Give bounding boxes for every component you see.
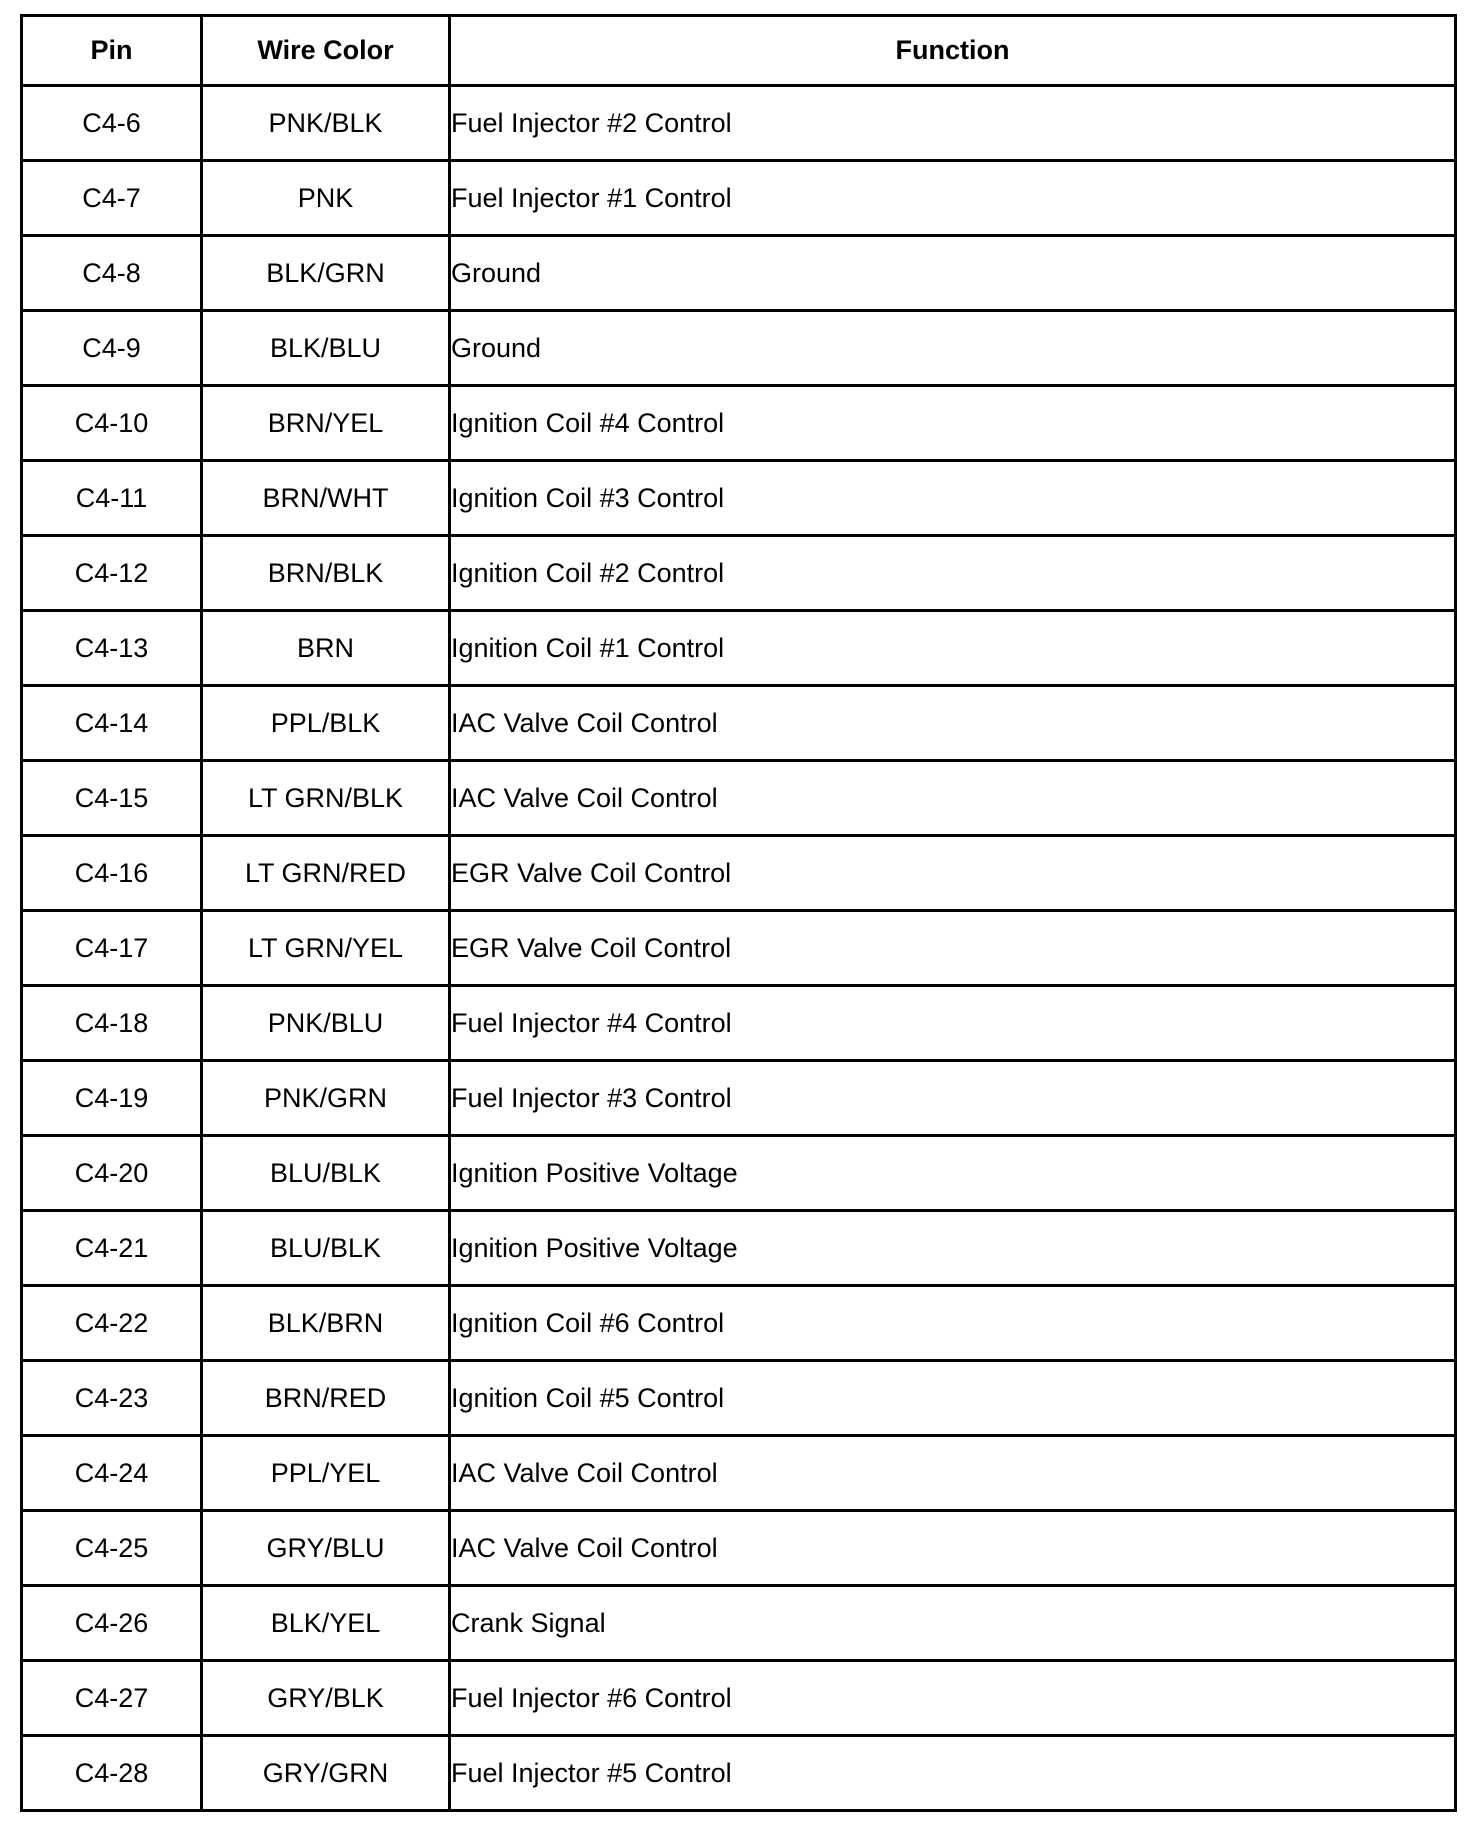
table-row [22,1586,1456,1661]
table-row [22,461,1456,536]
function-cell: Crank Signal [450,1586,1456,1661]
pin-cell: C4-12 [22,536,202,611]
table-header [22,16,1456,86]
table-row [22,1211,1456,1286]
function-cell: Ignition Coil #1 Control [450,611,1456,686]
table-row [22,536,1456,611]
wire-color-cell: BLK/BRN [202,1286,450,1361]
wire-color-cell: GRY/BLK [202,1661,450,1736]
function-cell: EGR Valve Coil Control [450,836,1456,911]
table-row [22,1436,1456,1511]
pin-cell: C4-17 [22,911,202,986]
pin-cell: C4-25 [22,1511,202,1586]
wire-color-cell: BRN/YEL [202,386,450,461]
pin-cell: C4-18 [22,986,202,1061]
function-cell: Ground [450,236,1456,311]
wire-color-cell: BRN [202,611,450,686]
wire-color-cell: LT GRN/YEL [202,911,450,986]
pin-cell: C4-24 [22,1436,202,1511]
wire-color-cell: PPL/YEL [202,1436,450,1511]
wire-color-cell: BRN/BLK [202,536,450,611]
function-cell: Fuel Injector #5 Control [450,1736,1456,1811]
pin-cell: C4-20 [22,1136,202,1211]
table-row [22,161,1456,236]
table-row [22,386,1456,461]
table-row [22,86,1456,161]
pin-cell: C4-14 [22,686,202,761]
wire-color-cell: PNK [202,161,450,236]
pin-cell: C4-11 [22,461,202,536]
table-row [22,761,1456,836]
function-cell: IAC Valve Coil Control [450,686,1456,761]
function-cell: Ignition Coil #2 Control [450,536,1456,611]
function-cell: Ignition Coil #5 Control [450,1361,1456,1436]
function-cell: Fuel Injector #1 Control [450,161,1456,236]
pin-cell: C4-27 [22,1661,202,1736]
table-row [22,1061,1456,1136]
function-cell: Fuel Injector #2 Control [450,86,1456,161]
header-pin: Pin [22,16,202,86]
function-cell: Ignition Coil #6 Control [450,1286,1456,1361]
function-cell: Ignition Coil #4 Control [450,386,1456,461]
header-function: Function [450,16,1456,86]
function-cell: IAC Valve Coil Control [450,1511,1456,1586]
pin-cell: C4-6 [22,86,202,161]
wire-color-cell: BLU/BLK [202,1136,450,1211]
pin-cell: C4-28 [22,1736,202,1811]
wire-color-cell: BLK/YEL [202,1586,450,1661]
wire-color-cell: PNK/BLK [202,86,450,161]
pin-cell: C4-13 [22,611,202,686]
function-cell: IAC Valve Coil Control [450,761,1456,836]
function-cell: Ground [450,311,1456,386]
header-wire-color: Wire Color [202,16,450,86]
wire-color-cell: GRY/GRN [202,1736,450,1811]
table-row [22,911,1456,986]
header-row [22,16,1456,86]
wire-color-cell: LT GRN/RED [202,836,450,911]
table-row [22,611,1456,686]
wire-color-cell: PNK/GRN [202,1061,450,1136]
pin-cell: C4-8 [22,236,202,311]
wire-color-cell: BLK/GRN [202,236,450,311]
pin-cell: C4-15 [22,761,202,836]
wire-color-cell: BRN/RED [202,1361,450,1436]
wire-color-cell: GRY/BLU [202,1511,450,1586]
wire-color-cell: PNK/BLU [202,986,450,1061]
pin-cell: C4-19 [22,1061,202,1136]
pin-cell: C4-23 [22,1361,202,1436]
table-row [22,686,1456,761]
pin-cell: C4-9 [22,311,202,386]
function-cell: Fuel Injector #6 Control [450,1661,1456,1736]
table-row [22,1361,1456,1436]
table-row [22,1736,1456,1811]
function-cell: Ignition Coil #3 Control [450,461,1456,536]
table-row [22,1661,1456,1736]
function-cell: IAC Valve Coil Control [450,1436,1456,1511]
table-row [22,1136,1456,1211]
table-row [22,986,1456,1061]
function-cell: Fuel Injector #4 Control [450,986,1456,1061]
table-row [22,1511,1456,1586]
pin-cell: C4-22 [22,1286,202,1361]
function-cell: Fuel Injector #3 Control [450,1061,1456,1136]
pin-table [20,14,1457,1812]
table-row [22,1286,1456,1361]
table-body [22,86,1456,1811]
pin-cell: C4-21 [22,1211,202,1286]
wire-color-cell: PPL/BLK [202,686,450,761]
pin-cell: C4-10 [22,386,202,461]
pin-cell: C4-26 [22,1586,202,1661]
wire-color-cell: LT GRN/BLK [202,761,450,836]
function-cell: Ignition Positive Voltage [450,1136,1456,1211]
wire-color-cell: BRN/WHT [202,461,450,536]
function-cell: Ignition Positive Voltage [450,1211,1456,1286]
pin-cell: C4-16 [22,836,202,911]
pin-cell: C4-7 [22,161,202,236]
table-row [22,311,1456,386]
wire-color-cell: BLU/BLK [202,1211,450,1286]
wire-color-cell: BLK/BLU [202,311,450,386]
function-cell: EGR Valve Coil Control [450,911,1456,986]
table-row [22,836,1456,911]
table-row [22,236,1456,311]
